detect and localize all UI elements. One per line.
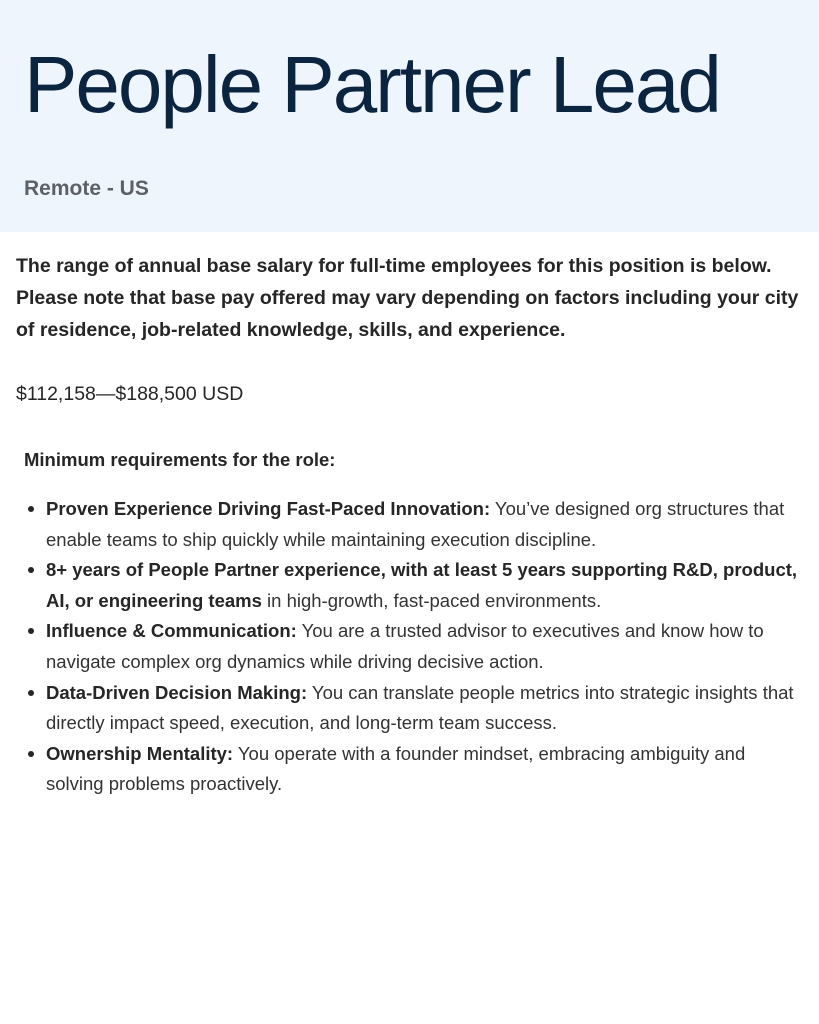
requirement-text: You can translate people metrics into strategic insights that directly impact speed, execution, and long-term team success. bbox=[46, 681, 794, 734]
requirement-text: You are a trusted advisor to executives and know how to navigate complex org dynamics while driving decisive action. bbox=[46, 620, 764, 672]
requirement-item bbox=[46, 555, 800, 616]
requirement-item bbox=[46, 739, 800, 800]
requirement-title: Proven Experience Driving Fast-Paced Innovation: bbox=[46, 498, 491, 519]
requirement-title: 8+ years of People Partner experience, with at least 5 years supporting R&D, product, AI, or engineering teams bbox=[46, 559, 798, 611]
requirements-heading: Minimum requirements for the role: bbox=[24, 449, 336, 470]
job-location: Remote - US bbox=[24, 177, 149, 200]
requirement-text: in high-growth, fast-paced environments. bbox=[261, 589, 602, 611]
requirement-text: You’ve designed org structures that enable teams to ship quickly while maintaining execution discipline. bbox=[46, 498, 785, 550]
requirement-item bbox=[46, 494, 800, 555]
requirement-title: Ownership Mentality: bbox=[46, 742, 234, 764]
requirement-item bbox=[46, 616, 800, 677]
requirement-item bbox=[46, 678, 800, 739]
salary-note: The range of annual base salary for full-time employees for this position is below. Please note that base pay offered may vary depending on factors including your city of residence, job-related knowledge, skills, and experience. bbox=[16, 255, 799, 341]
requirements-list bbox=[0, 494, 800, 800]
requirement-title: Data-Driven Decision Making: bbox=[46, 681, 308, 703]
requirement-text: You operate with a founder mindset, embracing ambiguity and solving problems proactively. bbox=[46, 742, 746, 795]
job-title: People Partner Lead bbox=[24, 40, 720, 129]
salary-range: $112,158—$188,500 USD bbox=[16, 383, 244, 405]
job-header bbox=[0, 0, 819, 232]
requirement-title: Influence & Communication: bbox=[46, 620, 297, 642]
